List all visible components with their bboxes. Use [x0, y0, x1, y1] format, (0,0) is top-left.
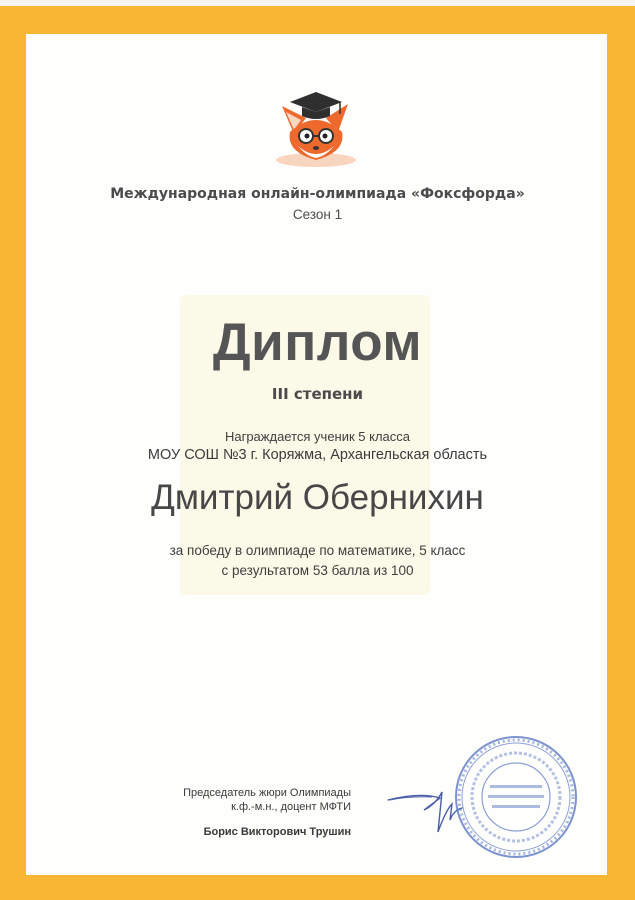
olympiad-title: Международная онлайн-олимпиада «Фоксфорда» — [110, 186, 525, 202]
foxford-fox-logo — [268, 88, 364, 168]
degree-label: III степени — [271, 385, 364, 403]
school-line: МОУ СОШ №3 г. Коряжма, Архангельская область — [147, 447, 488, 463]
seal-stamp — [452, 733, 580, 861]
recipient-name: Дмитрий Обернихин — [151, 478, 484, 517]
awarded-line: Награждается ученик 5 класса — [224, 429, 411, 444]
season-label: Сезон 1 — [292, 207, 343, 222]
achievement-line: за победу в олимпиаде по математике, 5 класс — [169, 543, 466, 558]
jury-chair-name: Борис Викторович Трушин — [203, 826, 351, 838]
result-line: с результатом 53 балла из 100 — [221, 563, 414, 578]
scan-edge — [0, 0, 635, 6]
diploma-heading: Диплом — [212, 313, 423, 372]
jury-chair-credentials: к.ф.-м.н., доцент МФТИ — [231, 801, 351, 813]
jury-chair-role: Председатель жюри Олимпиады — [183, 787, 351, 799]
